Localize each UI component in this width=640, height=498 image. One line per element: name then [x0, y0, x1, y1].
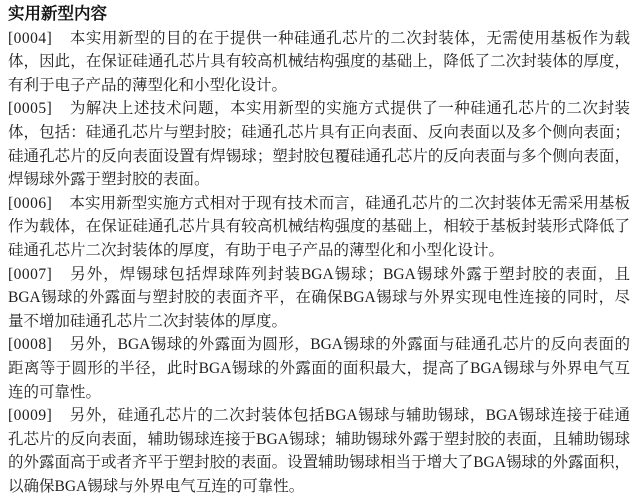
paragraph-0005	[8, 97, 630, 191]
paragraph-number: [0006]	[8, 194, 53, 212]
paragraph-text: 本实用新型的目的在于提供一种硅通孔芯片的二次封装体，无需使用基板作为载体，因此，在保证硅通孔芯片具有较高机械结构强度的基础上，降低了二次封装体的厚度，有利于电子产品的薄型化和小型化设计。	[8, 29, 630, 94]
paragraph-0006	[8, 192, 630, 263]
paragraph-number: [0005]	[8, 100, 53, 118]
paragraph-text: 另外，焊锡球包括焊球阵列封装BGA锡球；BGA锡球外露于塑封胶的表面，且BGA锡球的外露面与塑封胶的表面齐平，在确保BGA锡球与外界实现电性连接的同时，尽量不增加硅通孔芯片二次封装体的厚度。	[8, 265, 630, 330]
paragraph-text: 为解决上述技术问题，本实用新型的实施方式提供了一种硅通孔芯片的二次封装体，包括：硅通孔芯片与塑封胶；硅通孔芯片具有正向表面、反向表面以及多个侧向表面；硅通孔芯片的反向表面设置有焊锡球；塑封胶包覆硅通孔芯片的反向表面与多个侧向表面，焊锡球外露于塑封胶的表面。	[8, 100, 630, 189]
paragraph-text: 另外，硅通孔芯片的二次封装体包括BGA锡球与辅助锡球，BGA锡球连接于硅通孔芯片的反向表面，辅助锡球连接于BGA锡球；辅助锡球外露于塑封胶的表面，且辅助锡球的外露面高于或者齐平于塑封胶的表面。设置辅助锡球相当于增大了BGA锡球的外露面积，以确保BGA锡球与外界电气互连的可靠性。	[8, 407, 630, 495]
paragraph-0009	[8, 404, 630, 498]
paragraph-number: [0007]	[8, 265, 53, 283]
paragraph-number: [0009]	[8, 407, 53, 425]
section-title: 实用新型内容	[8, 5, 107, 23]
paragraph-number: [0004]	[8, 29, 53, 47]
paragraph-0004	[8, 27, 630, 98]
paragraph-0008	[8, 333, 630, 404]
paragraph-text: 另外，BGA锡球的外露面为圆形，BGA锡球的外露面与硅通孔芯片的反向表面的距离等于圆形的半径，此时BGA锡球的外露面的面积最大，提高了BGA锡球与外界电气互连的可靠性。	[8, 336, 630, 401]
paragraph-text: 本实用新型实施方式相对于现有技术而言，硅通孔芯片的二次封装体无需采用基板作为载体，在保证硅通孔芯片具有较高机械结构强度的基础上，相较于基板封装形式降低了硅通孔芯片二次封装体的厚度，有助于电子产品的薄型化和小型化设计。	[8, 194, 630, 259]
paragraph-number: [0008]	[8, 336, 53, 354]
paragraph-0007	[8, 263, 630, 334]
